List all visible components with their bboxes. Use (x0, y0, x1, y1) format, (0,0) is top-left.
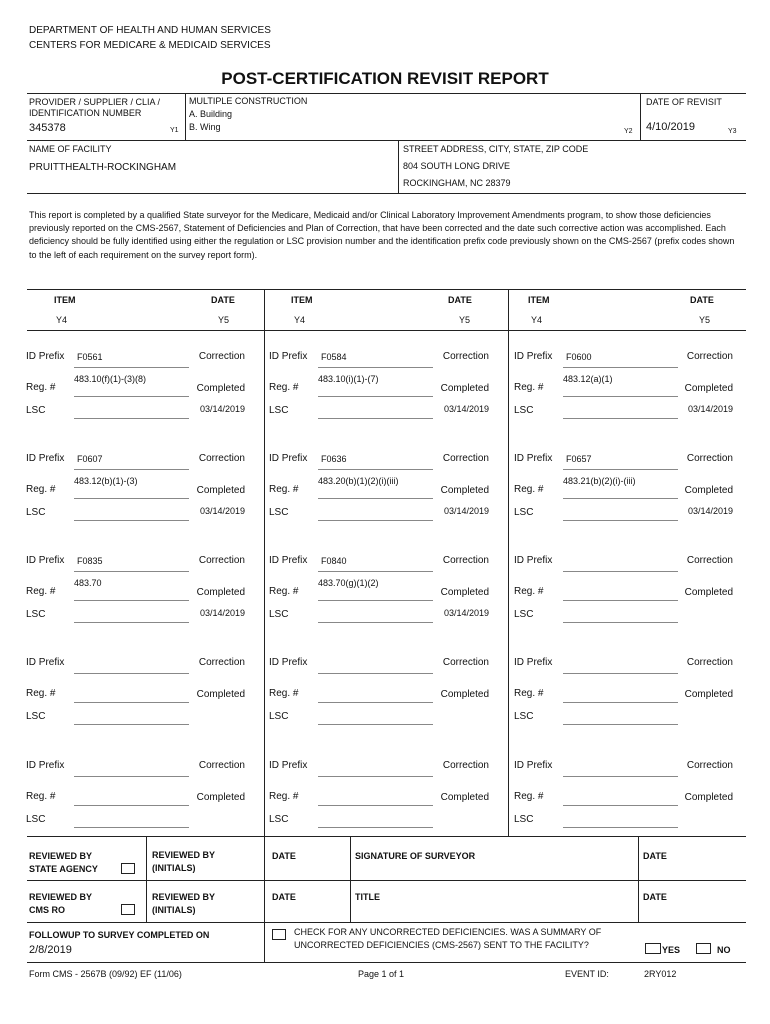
col1-item-header: ITEM (54, 295, 76, 305)
item-r5c2-lsc-label: LSC (269, 814, 289, 825)
address-line-1: 804 SOUTH LONG DRIVE (403, 161, 511, 171)
item-r1c2-lsc-label: LSC (269, 405, 289, 416)
item-r3c3-id-prefix-field[interactable] (563, 571, 678, 572)
item-r1c1-id-prefix-field[interactable] (74, 367, 189, 368)
item-r3c2-lsc-field[interactable] (318, 622, 433, 623)
item-r4c2-correction-label: Correction (442, 657, 489, 668)
item-r1c1-id-prefix-label: ID Prefix (26, 351, 65, 362)
items-top-rule (27, 289, 746, 290)
item-r5c3-reg-label: Reg. # (514, 791, 544, 802)
item-r1c1-reg-field[interactable] (74, 396, 189, 397)
item-r5c2-reg-label: Reg. # (269, 791, 299, 802)
signature-label: SIGNATURE OF SURVEYOR (355, 851, 476, 861)
item-r5c1-lsc-field[interactable] (74, 827, 189, 828)
col3-date-header: DATE (690, 295, 714, 305)
item-r1c1-reg-value: 483.10(f)(1)-(3)(8) (74, 374, 147, 384)
item-r4c3-reg-label: Reg. # (514, 688, 544, 699)
no-checkbox[interactable] (696, 943, 711, 954)
item-r3c3-reg-field[interactable] (563, 600, 678, 601)
date-of-revisit-label: DATE OF REVISIT (646, 97, 722, 107)
item-r5c1-reg-field[interactable] (74, 805, 189, 806)
page-number: Page 1 of 1 (358, 969, 405, 979)
reviewed-cms-checkbox[interactable] (121, 904, 135, 915)
item-r5c3-reg-field[interactable] (563, 805, 678, 806)
col2-date-header: DATE (448, 295, 472, 305)
item-r4c2-lsc-field[interactable] (318, 724, 433, 725)
provider-number: 345378 (29, 122, 66, 134)
form-id: Form CMS - 2567B (09/92) EF (11/06) (29, 969, 182, 979)
item-r1c2-reg-field[interactable] (318, 396, 433, 397)
provider-label: PROVIDER / SUPPLIER / CLIA / IDENTIFICATION NUMBER (29, 97, 161, 118)
reviewed-cms-label-1: REVIEWED BY (29, 892, 93, 902)
item-r2c2-date-value: 03/14/2019 (443, 506, 489, 516)
item-r5c3-correction-label: Correction (686, 760, 733, 771)
event-id-value: 2RY012 (644, 969, 677, 979)
item-r4c1-id-prefix-label: ID Prefix (26, 657, 65, 668)
item-r2c3-reg-value: 483.21(b)(2)(i)-(iii) (563, 476, 636, 486)
item-r2c3-reg-label: Reg. # (514, 484, 544, 495)
title-label: TITLE (355, 892, 380, 902)
item-r5c1-correction-label: Correction (198, 760, 245, 771)
item-r4c2-id-prefix-field[interactable] (318, 673, 433, 674)
item-r1c1-completed-label: Completed (196, 383, 245, 394)
item-r4c2-reg-label: Reg. # (269, 688, 299, 699)
item-r3c1-reg-label: Reg. # (26, 586, 56, 597)
date-label-4: DATE (643, 892, 667, 902)
item-r2c3-date-value: 03/14/2019 (687, 506, 733, 516)
item-r1c3-reg-field[interactable] (563, 396, 678, 397)
item-r4c2-id-prefix-label: ID Prefix (269, 657, 308, 668)
item-r3c2-completed-label: Completed (440, 587, 489, 598)
col3-item-header: ITEM (528, 295, 550, 305)
item-r5c1-id-prefix-field[interactable] (74, 776, 189, 777)
item-r5c2-id-prefix-field[interactable] (318, 776, 433, 777)
item-r2c1-date-value: 03/14/2019 (199, 506, 245, 516)
item-r2c1-reg-label: Reg. # (26, 484, 56, 495)
item-r4c3-correction-label: Correction (686, 657, 733, 668)
item-r5c2-lsc-field[interactable] (318, 827, 433, 828)
item-r2c2-reg-field[interactable] (318, 498, 433, 499)
item-r4c3-completed-label: Completed (684, 689, 733, 700)
item-r1c1-correction-label: Correction (198, 351, 245, 362)
item-r2c2-id-prefix-field[interactable] (318, 469, 433, 470)
item-r5c1-id-prefix-label: ID Prefix (26, 760, 65, 771)
item-r4c1-correction-label: Correction (198, 657, 245, 668)
item-r2c1-id-prefix-label: ID Prefix (26, 453, 65, 464)
item-r3c1-date-value: 03/14/2019 (199, 608, 245, 618)
item-r1c3-id-prefix-field[interactable] (563, 367, 678, 368)
item-r5c3-id-prefix-label: ID Prefix (514, 760, 553, 771)
item-r3c2-lsc-label: LSC (269, 609, 289, 620)
col3-y5: Y5 (699, 315, 711, 325)
item-r2c1-completed-label: Completed (196, 485, 245, 496)
item-r1c1-reg-label: Reg. # (26, 382, 56, 393)
item-r1c3-lsc-field[interactable] (563, 418, 678, 419)
building-label: A. Building (189, 109, 233, 119)
item-r2c2-reg-value: 483.20(b)(1)(2)(i)(iii) (318, 476, 399, 486)
item-r2c2-correction-label: Correction (442, 453, 489, 464)
item-r2c1-reg-value: 483.12(b)(1)-(3) (74, 476, 138, 486)
item-r1c1-lsc-field[interactable] (74, 418, 189, 419)
item-r1c1-lsc-label: LSC (26, 405, 46, 416)
followup-date: 2/8/2019 (29, 944, 72, 956)
item-r3c2-reg-label: Reg. # (269, 586, 299, 597)
reviewed-state-label-2: STATE AGENCY (29, 864, 98, 874)
footer-divider-1 (146, 836, 147, 922)
item-r3c2-id-prefix-value: F0840 (321, 556, 347, 566)
item-r3c3-reg-label: Reg. # (514, 586, 544, 597)
item-r2c1-lsc-label: LSC (26, 507, 46, 518)
multiple-construction-label: MULTIPLE CONSTRUCTION (189, 96, 308, 106)
footer-divider-4 (638, 836, 639, 922)
reviewed-initials-label-2: (INITIALS) (152, 863, 196, 873)
item-r3c1-lsc-field[interactable] (74, 622, 189, 623)
item-r5c2-completed-label: Completed (440, 792, 489, 803)
item-r4c3-reg-field[interactable] (563, 702, 678, 703)
item-r4c3-lsc-field[interactable] (563, 724, 678, 725)
header-bottom-rule (27, 193, 746, 194)
item-r3c1-reg-value: 483.70 (74, 578, 102, 588)
item-r3c1-completed-label: Completed (196, 587, 245, 598)
item-r3c3-id-prefix-label: ID Prefix (514, 555, 553, 566)
footer-divider-3 (350, 836, 351, 922)
wing-label: B. Wing (189, 122, 221, 132)
item-r5c1-reg-label: Reg. # (26, 791, 56, 802)
item-r1c1-id-prefix-value: F0561 (77, 352, 103, 362)
reviewed-cms-initials-label-2: (INITIALS) (152, 905, 196, 915)
item-r1c2-completed-label: Completed (440, 383, 489, 394)
uncorrected-checkbox[interactable] (272, 929, 286, 940)
followup-label: FOLLOWUP TO SURVEY COMPLETED ON (29, 930, 210, 940)
check-text-line-2: UNCORRECTED DEFICIENCIES (CMS-2567) SENT TO THE FACILITY? (294, 940, 589, 950)
item-r3c1-correction-label: Correction (198, 555, 245, 566)
item-r4c2-reg-field[interactable] (318, 702, 433, 703)
item-r1c2-id-prefix-label: ID Prefix (269, 351, 308, 362)
y2-code: Y2 (624, 128, 633, 135)
item-r3c2-correction-label: Correction (442, 555, 489, 566)
item-r3c3-lsc-field[interactable] (563, 622, 678, 623)
item-r2c1-id-prefix-field[interactable] (74, 469, 189, 470)
item-r2c1-reg-field[interactable] (74, 498, 189, 499)
item-r4c2-completed-label: Completed (440, 689, 489, 700)
items-header-rule (27, 330, 746, 331)
reviewed-state-checkbox[interactable] (121, 863, 135, 874)
item-r3c2-id-prefix-field[interactable] (318, 571, 433, 572)
facility-name-value: PRUITTHEALTH-ROCKINGHAM (29, 162, 177, 173)
item-r4c3-id-prefix-field[interactable] (563, 673, 678, 674)
col1-y4: Y4 (56, 315, 68, 325)
item-r3c1-id-prefix-value: F0835 (77, 556, 103, 566)
page-title: POST-CERTIFICATION REVISIT REPORT (221, 69, 549, 88)
item-r2c3-id-prefix-value: F0657 (566, 454, 592, 464)
item-r1c3-id-prefix-value: F0600 (566, 352, 592, 362)
item-r1c3-reg-value: 483.12(a)(1) (563, 374, 613, 384)
y3-code: Y3 (728, 128, 737, 135)
item-r2c1-lsc-field[interactable] (74, 520, 189, 521)
item-r5c3-id-prefix-field[interactable] (563, 776, 678, 777)
item-r1c2-lsc-field[interactable] (318, 418, 433, 419)
item-r5c2-correction-label: Correction (442, 760, 489, 771)
item-r2c3-id-prefix-field[interactable] (563, 469, 678, 470)
item-r3c2-reg-field[interactable] (318, 600, 433, 601)
item-r2c2-id-prefix-value: F0636 (321, 454, 347, 464)
date-label-1: DATE (272, 851, 296, 861)
header-top-rule (27, 93, 746, 94)
col2-y5: Y5 (459, 315, 471, 325)
item-r1c3-lsc-label: LSC (514, 405, 534, 416)
item-r5c2-id-prefix-label: ID Prefix (269, 760, 308, 771)
footer-rule-3 (27, 922, 746, 923)
instructions-paragraph: This report is completed by a qualified State surveyor for the Medicare, Medicaid and/or Clinical Laboratory Improvement Amendments program, to show those deficiencies previously reported on the CMS-2567, Statement of Deficiencies and Plan of Correction, that have been corrected and the date such corrective action was accomplished. Each deficiency should be fully identified using either the regulation or LSC provision number and the identification prefix code previously shown on the CMS-2567 (prefix codes shown to the left of each requirement on the survey report form). (29, 210, 735, 260)
item-r3c2-reg-value: 483.70(g)(1)(2) (318, 578, 379, 588)
item-r1c2-date-value: 03/14/2019 (443, 404, 489, 414)
item-r2c2-lsc-label: LSC (269, 507, 289, 518)
address-label: STREET ADDRESS, CITY, STATE, ZIP CODE (403, 144, 589, 154)
item-r2c3-id-prefix-label: ID Prefix (514, 453, 553, 464)
item-r4c2-lsc-label: LSC (269, 711, 289, 722)
item-r2c3-lsc-label: LSC (514, 507, 534, 518)
date-of-revisit-value: 4/10/2019 (646, 121, 695, 133)
item-r5c1-completed-label: Completed (196, 792, 245, 803)
item-r2c2-id-prefix-label: ID Prefix (269, 453, 308, 464)
col2-y4: Y4 (294, 315, 306, 325)
y1-code: Y1 (170, 127, 179, 134)
agency-line-2: CENTERS FOR MEDICARE & MEDICAID SERVICES (29, 40, 271, 51)
item-r4c3-lsc-label: LSC (514, 711, 534, 722)
item-r2c3-correction-label: Correction (686, 453, 733, 464)
item-r5c1-lsc-label: LSC (26, 814, 46, 825)
check-text-line-1: CHECK FOR ANY UNCORRECTED DEFICIENCIES. WAS A SUMMARY OF (294, 927, 602, 937)
header-mid-rule (27, 140, 746, 141)
reviewed-initials-label-1: REVIEWED BY (152, 850, 216, 860)
item-r1c3-reg-label: Reg. # (514, 382, 544, 393)
item-r3c2-date-value: 03/14/2019 (443, 608, 489, 618)
item-r4c1-lsc-field[interactable] (74, 724, 189, 725)
item-r1c2-correction-label: Correction (442, 351, 489, 362)
header-divider-2 (640, 93, 641, 140)
yes-checkbox[interactable] (645, 943, 661, 954)
item-r1c3-correction-label: Correction (686, 351, 733, 362)
item-r2c2-lsc-field[interactable] (318, 520, 433, 521)
item-r1c3-id-prefix-label: ID Prefix (514, 351, 553, 362)
item-r4c1-lsc-label: LSC (26, 711, 46, 722)
reviewed-state-label-1: REVIEWED BY (29, 851, 93, 861)
item-r4c1-completed-label: Completed (196, 689, 245, 700)
item-r2c1-id-prefix-value: F0607 (77, 454, 103, 464)
address-line-2: ROCKINGHAM, NC 28379 (403, 178, 511, 188)
item-r3c1-reg-field[interactable] (74, 600, 189, 601)
items-column-divider-1 (264, 289, 265, 836)
item-r3c1-lsc-label: LSC (26, 609, 46, 620)
item-r2c3-reg-field[interactable] (563, 498, 678, 499)
item-r3c1-id-prefix-label: ID Prefix (26, 555, 65, 566)
item-r4c1-id-prefix-field[interactable] (74, 673, 189, 674)
item-r2c3-completed-label: Completed (684, 485, 733, 496)
header-divider-1 (185, 93, 186, 140)
item-r3c1-id-prefix-field[interactable] (74, 571, 189, 572)
col1-y5: Y5 (218, 315, 230, 325)
agency-line-1: DEPARTMENT OF HEALTH AND HUMAN SERVICES (29, 25, 271, 36)
item-r2c2-reg-label: Reg. # (269, 484, 299, 495)
item-r2c1-correction-label: Correction (198, 453, 245, 464)
footer-bottom-rule (27, 962, 746, 963)
col2-item-header: ITEM (291, 295, 313, 305)
event-id-label: EVENT ID: (565, 969, 609, 979)
item-r2c3-lsc-field[interactable] (563, 520, 678, 521)
header-divider-3 (398, 140, 399, 193)
item-r1c1-date-value: 03/14/2019 (199, 404, 245, 414)
item-r4c3-id-prefix-label: ID Prefix (514, 657, 553, 668)
col1-date-header: DATE (211, 295, 235, 305)
item-r1c2-id-prefix-field[interactable] (318, 367, 433, 368)
item-r1c2-reg-label: Reg. # (269, 382, 299, 393)
item-r2c2-completed-label: Completed (440, 485, 489, 496)
item-r5c3-lsc-field[interactable] (563, 827, 678, 828)
no-label: NO (717, 945, 731, 955)
item-r4c1-reg-label: Reg. # (26, 688, 56, 699)
item-r5c2-reg-field[interactable] (318, 805, 433, 806)
item-r1c2-id-prefix-value: F0584 (321, 352, 347, 362)
items-column-divider-2 (508, 289, 509, 836)
item-r1c3-completed-label: Completed (684, 383, 733, 394)
item-r3c3-lsc-label: LSC (514, 609, 534, 620)
reviewed-cms-label-2: CMS RO (29, 905, 65, 915)
date-label-2: DATE (643, 851, 667, 861)
item-r1c2-reg-value: 483.10(i)(1)-(7) (318, 374, 379, 384)
item-r3c3-correction-label: Correction (686, 555, 733, 566)
reviewed-cms-initials-label-1: REVIEWED BY (152, 892, 216, 902)
item-r3c3-completed-label: Completed (684, 587, 733, 598)
col3-y4: Y4 (531, 315, 543, 325)
footer-divider-2 (264, 836, 265, 962)
yes-label: YES (662, 945, 681, 955)
item-r5c3-lsc-label: LSC (514, 814, 534, 825)
item-r3c2-id-prefix-label: ID Prefix (269, 555, 308, 566)
facility-name-label: NAME OF FACILITY (29, 144, 112, 154)
date-label-3: DATE (272, 892, 296, 902)
item-r1c3-date-value: 03/14/2019 (687, 404, 733, 414)
item-r4c1-reg-field[interactable] (74, 702, 189, 703)
item-r5c3-completed-label: Completed (684, 792, 733, 803)
